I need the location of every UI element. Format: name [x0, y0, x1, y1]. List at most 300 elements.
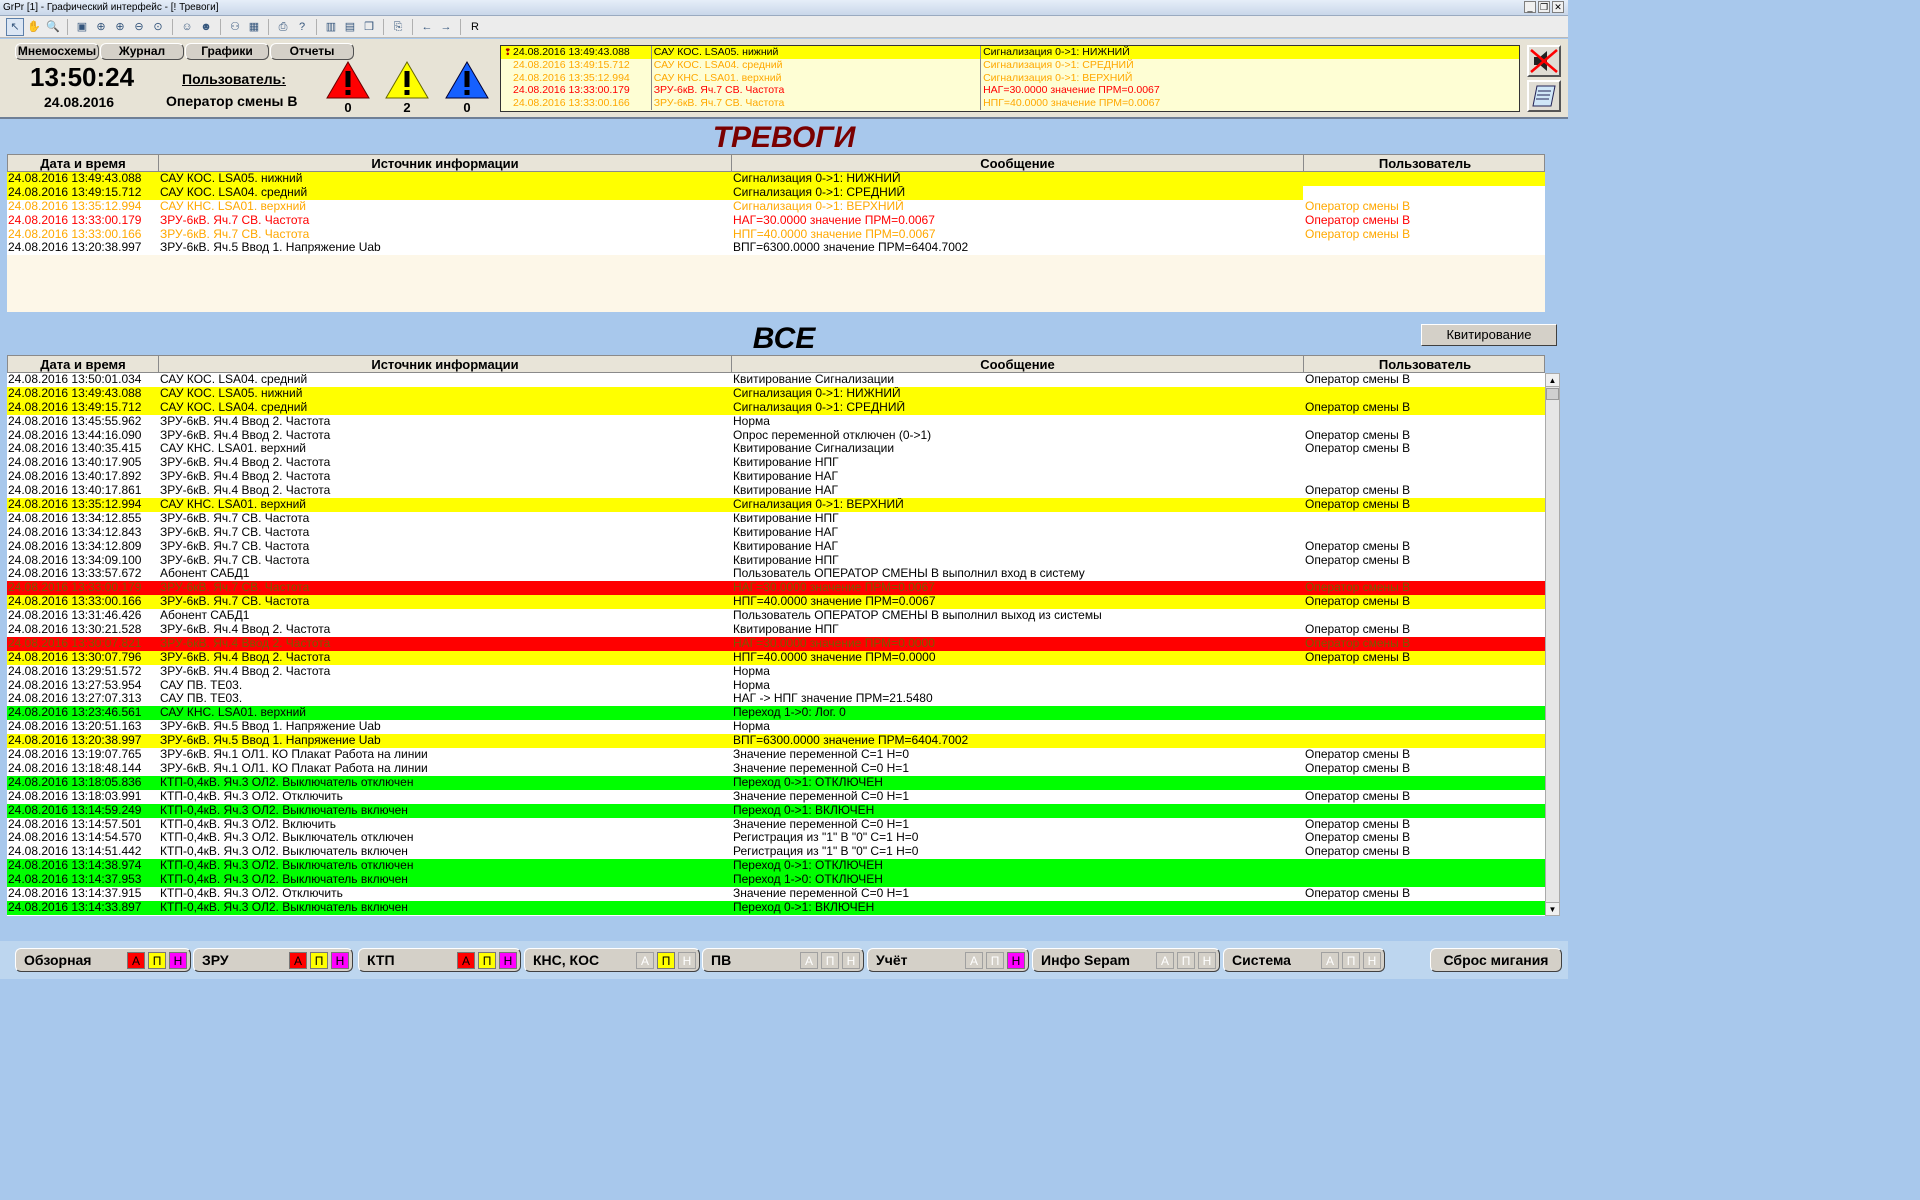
event-row[interactable] [7, 692, 1545, 706]
row-datetime: 24.08.2016 13:44:16.090 [8, 428, 142, 442]
event-row[interactable] [7, 665, 1545, 679]
event-row[interactable] [7, 748, 1545, 762]
alarm-row[interactable] [7, 214, 1545, 228]
row-message: ВПГ=6300.0000 значение ПРМ=6404.7002 [733, 241, 969, 255]
zoom-area-icon[interactable]: ⊙ [153, 20, 163, 33]
column-header-message[interactable]: Сообщение [732, 356, 1304, 372]
blue-alarm-indicator[interactable] [444, 60, 490, 116]
calculator-icon[interactable]: ▦ [248, 20, 260, 33]
mute-sound-button[interactable] [1527, 45, 1561, 77]
row-message: НАГ=30.0000 значение ПРМ=0.0067 [733, 581, 935, 595]
alarms-table [7, 154, 1545, 312]
row-source: САУ КНС. LSA01. верхний [160, 442, 307, 456]
row-user [1303, 387, 1545, 401]
row-message: НПГ=40.0000 значение ПРМ=0.0067 [733, 595, 936, 609]
row-datetime: 24.08.2016 13:33:00.166 [8, 227, 142, 241]
fault-indicator[interactable]: Н [169, 952, 187, 969]
fault-indicator[interactable]: Н [1198, 952, 1216, 969]
row-user [1303, 734, 1545, 748]
event-row[interactable] [7, 415, 1545, 429]
flag-icon: ❢ [504, 47, 512, 57]
help-icon[interactable]: ? [298, 20, 306, 33]
warning-indicator[interactable]: П [148, 952, 166, 969]
row-message: Квитирование НАГ [733, 484, 839, 498]
row-source: КТП-0,4кВ. Яч.3 ОЛ2. Отключить [160, 886, 343, 900]
row-message: Пользователь ОПЕРАТОР СМЕНЫ В выполнил вход в систему [733, 567, 1085, 581]
row-message: НПГ=40.0000 значение ПРМ=0.0000 [733, 650, 936, 664]
mini-alarm-source: ЗРУ-6кВ. Яч.7 СВ. Частота [651, 97, 980, 110]
status-group[interactable] [1032, 948, 1220, 972]
row-source: Абонент САБД1 [160, 567, 250, 581]
row-datetime: 24.08.2016 13:49:15.712 [8, 400, 142, 414]
zoom-in-icon[interactable]: ⊕ [115, 20, 125, 33]
hand-icon[interactable]: ✋ [27, 20, 41, 33]
row-source: КТП-0,4кВ. Яч.3 ОЛ2. Выключатель отключен [160, 775, 414, 789]
event-row[interactable] [7, 442, 1545, 456]
forward-arrow-icon[interactable]: → [440, 20, 452, 33]
row-user: Оператор смены В [1305, 636, 1411, 650]
row-message: Опрос переменной отключен (0->1) [733, 428, 932, 442]
row-message: Сигнализация 0->1: ВЕРХНИЙ [733, 199, 904, 213]
event-row[interactable] [7, 526, 1545, 540]
mini-alarm-row[interactable] [501, 84, 1519, 97]
row-datetime: 24.08.2016 13:23:46.561 [8, 706, 142, 720]
row-source: ЗРУ-6кВ. Яч.4 Ввод 2. Частота [160, 428, 331, 442]
row-datetime: 24.08.2016 13:34:09.100 [8, 553, 142, 567]
all-events-table-body[interactable] [7, 373, 1545, 916]
toolbar-separator [412, 19, 413, 35]
row-message: Переход 1->0: Лог. 0 [733, 706, 846, 720]
event-row[interactable] [7, 498, 1545, 512]
alarm-row[interactable] [7, 228, 1545, 242]
row-message: Квитирование НПГ [733, 511, 839, 525]
event-row[interactable] [7, 804, 1545, 818]
window-title: GrPr [1] - Графический интерфейс - [! Тревоги] [3, 2, 219, 13]
row-message: Квитирование Сигнализации [733, 373, 895, 386]
yellow-warning-icon [384, 60, 430, 100]
mini-alarm-datetime: 24.08.2016 13:49:15.712 [513, 58, 630, 71]
row-source: ЗРУ-6кВ. Яч.7 СВ. Частота [160, 539, 310, 553]
all-events-scrollbar[interactable] [1545, 373, 1560, 916]
row-message: Значение переменной С=0 Н=1 [733, 789, 909, 803]
row-user [1303, 567, 1545, 581]
row-message: Сигнализация 0->1: ВЕРХНИЙ [733, 498, 904, 512]
status-group[interactable] [358, 948, 521, 972]
pointer-icon[interactable]: ↖ [6, 18, 24, 36]
row-message: Значение переменной С=0 Н=1 [733, 761, 909, 775]
row-user: Оператор смены В [1305, 539, 1411, 553]
row-message: Квитирование Сигнализации [733, 442, 895, 456]
toolbar-separator [220, 19, 221, 35]
column-header-message[interactable]: Сообщение [732, 155, 1304, 171]
row-user: Оператор смены В [1305, 817, 1411, 831]
row-user: Оператор смены В [1305, 581, 1411, 595]
row-user: Оператор смены В [1305, 650, 1411, 664]
alarm-row[interactable] [7, 241, 1545, 255]
row-datetime: 24.08.2016 13:49:15.712 [7, 186, 158, 200]
status-bar [0, 941, 1568, 979]
row-user: Оператор смены В [1305, 373, 1411, 386]
event-row[interactable] [7, 734, 1545, 748]
row-source: САУ КОС. LSA04. средний [160, 400, 308, 414]
status-group-name: Система [1232, 952, 1291, 968]
zoom-fit-icon[interactable]: ⊕ [96, 20, 106, 33]
alarm-row[interactable] [7, 200, 1545, 214]
users-icon[interactable]: ☺ [181, 20, 193, 33]
alarm-indicator[interactable]: А [636, 952, 654, 969]
nav-mnemoschemes[interactable]: Мнемосхемы [15, 43, 99, 60]
warning-indicator[interactable]: П [1177, 952, 1195, 969]
row-source: КТП-0,4кВ. Яч.3 ОЛ2. Выключатель включен [160, 845, 408, 859]
row-source: ЗРУ-6кВ. Яч.7 СВ. Частота [160, 227, 310, 241]
all-events-table [7, 355, 1545, 916]
row-source: ЗРУ-6кВ. Яч.4 Ввод 2. Частота [160, 623, 331, 637]
row-user: Оператор смены В [1305, 789, 1411, 803]
row-source: КТП-0,4кВ. Яч.3 ОЛ2. Выключатель отключен [160, 859, 414, 873]
layout-vertical-icon[interactable]: ▥ [325, 20, 337, 33]
row-message: Регистрация из "1" В "0" С=1 Н=0 [733, 831, 919, 845]
row-user: Оператор смены В [1305, 484, 1411, 498]
row-datetime: 24.08.2016 13:33:57.672 [8, 567, 142, 581]
row-message: Сигнализация 0->1: НИЖНИЙ [733, 386, 901, 400]
row-message: Переход 0->1: ОТКЛЮЧЕН [733, 859, 883, 873]
row-message: Переход 0->1: ВКЛЮЧЕН [733, 803, 875, 817]
event-row[interactable] [7, 554, 1545, 568]
row-datetime: 24.08.2016 13:33:00.179 [8, 581, 142, 595]
fault-indicator[interactable]: Н [499, 952, 517, 969]
all-events-table-header [7, 355, 1545, 373]
fault-indicator[interactable]: Н [842, 952, 860, 969]
event-row[interactable] [7, 818, 1545, 832]
fault-indicator[interactable]: Н [1363, 952, 1381, 969]
row-message: НАГ=30.0000 значение ПРМ=0.0067 [733, 213, 935, 227]
row-user: Оператор смены В [1305, 623, 1411, 637]
fault-indicator[interactable]: Н [1007, 952, 1025, 969]
row-source: Абонент САБД1 [160, 609, 250, 623]
row-user: Оператор смены В [1305, 400, 1411, 414]
event-row[interactable] [7, 720, 1545, 734]
user-name: Оператор смены В [166, 93, 298, 109]
row-datetime: 24.08.2016 13:18:48.144 [8, 761, 142, 775]
row-datetime: 24.08.2016 13:27:07.313 [8, 692, 142, 706]
row-datetime: 24.08.2016 13:14:54.570 [8, 831, 142, 845]
row-user: Оператор смены В [1305, 553, 1411, 567]
row-source: ЗРУ-6кВ. Яч.7 СВ. Частота [160, 525, 310, 539]
row-source: САУ КОС. LSA05. нижний [160, 172, 303, 185]
mini-alarm-datetime: 24.08.2016 13:35:12.994 [513, 71, 630, 84]
event-row[interactable] [7, 373, 1545, 387]
row-user [1303, 512, 1545, 526]
mini-alarm-message: НАГ=30.0000 значение ПРМ=0.0067 [980, 84, 1519, 97]
row-user: Оператор смены В [1305, 748, 1411, 762]
event-row[interactable] [7, 567, 1545, 581]
event-row[interactable] [7, 873, 1545, 887]
row-user [1303, 241, 1545, 255]
mini-alarm-message: Сигнализация 0->1: ВЕРХНИЙ [980, 72, 1519, 85]
status-group[interactable] [524, 948, 700, 972]
row-message: Переход 0->1: ОТКЛЮЧЕН [733, 775, 883, 789]
mini-alarm-source: ЗРУ-6кВ. Яч.7 СВ. Частота [651, 84, 980, 97]
row-user: Оператор смены В [1305, 428, 1411, 442]
status-group[interactable] [15, 948, 191, 972]
event-row[interactable] [7, 429, 1545, 443]
toolbar-separator [172, 19, 173, 35]
mini-alarm-row[interactable] [501, 97, 1519, 110]
row-message: Регистрация из "1" В "0" С=1 Н=0 [733, 845, 919, 859]
event-row[interactable] [7, 790, 1545, 804]
row-datetime: 24.08.2016 13:18:03.991 [8, 789, 142, 803]
column-header-datetime[interactable]: Дата и время [8, 155, 159, 171]
status-group[interactable] [193, 948, 353, 972]
column-header-user[interactable]: Пользователь [1378, 357, 1472, 372]
row-user [1303, 665, 1545, 679]
notepad-button[interactable] [1527, 80, 1561, 112]
row-datetime: 24.08.2016 13:30:21.528 [8, 623, 142, 637]
toolbar [0, 16, 1568, 38]
status-group-name: ПВ [711, 952, 732, 968]
alarm-indicator[interactable]: А [965, 952, 983, 969]
event-row[interactable] [7, 387, 1545, 401]
minimize-icon[interactable]: _ [1524, 1, 1536, 13]
row-datetime: 24.08.2016 13:30:07.796 [8, 650, 142, 664]
row-datetime: 24.08.2016 13:20:51.163 [8, 720, 142, 734]
event-row[interactable] [7, 831, 1545, 845]
event-row[interactable] [7, 637, 1545, 651]
blue-warning-icon [444, 60, 490, 100]
mini-alarm-list[interactable] [500, 45, 1520, 112]
clock-date: 24.08.2016 [44, 94, 115, 110]
acknowledge-button[interactable]: Квитирование [1421, 324, 1557, 346]
event-row[interactable] [7, 470, 1545, 484]
column-header-source[interactable]: Источник информации [159, 356, 732, 372]
scroll-thumb[interactable] [1546, 388, 1559, 400]
speaker-muted-icon [1529, 47, 1559, 75]
event-row[interactable] [7, 887, 1545, 901]
row-source: КТП-0,4кВ. Яч.3 ОЛ2. Включить [160, 817, 337, 831]
all-events-title: ВСЕ [752, 322, 816, 355]
row-user [1303, 526, 1545, 540]
row-source: ЗРУ-6кВ. Яч.4 Ввод 2. Частота [160, 470, 331, 484]
row-user [1303, 172, 1545, 186]
row-message: Квитирование НПГ [733, 456, 839, 470]
row-message: НПГ=40.0000 значение ПРМ=0.0067 [733, 227, 936, 241]
row-datetime: 24.08.2016 13:40:17.905 [8, 456, 142, 470]
user-icon[interactable]: ☻ [200, 20, 212, 33]
row-user: Оператор смены В [1305, 595, 1411, 609]
row-source: САУ КНС. LSA01. верхний [160, 706, 307, 720]
row-source: ЗРУ-6кВ. Яч.1 ОЛ1. КО Плакат Работа на линии [160, 761, 428, 775]
event-row[interactable] [7, 581, 1545, 595]
event-row[interactable] [7, 845, 1545, 859]
fault-indicator[interactable]: Н [331, 952, 349, 969]
mini-alarm-row[interactable] [501, 59, 1519, 72]
fault-indicator[interactable]: Н [678, 952, 696, 969]
event-row[interactable] [7, 595, 1545, 609]
row-user: Оператор смены В [1305, 761, 1411, 775]
warning-indicator[interactable]: П [1342, 952, 1360, 969]
event-row[interactable] [7, 901, 1545, 915]
row-user [1303, 679, 1545, 693]
status-group[interactable] [867, 948, 1029, 972]
row-user: Оператор смены В [1305, 498, 1411, 512]
status-group[interactable] [702, 948, 864, 972]
alarms-title: ТРЕВОГИ [712, 121, 856, 154]
warning-indicator[interactable]: П [986, 952, 1004, 969]
row-user: Оператор смены В [1305, 227, 1411, 241]
event-row[interactable] [7, 706, 1545, 720]
alarm-row[interactable] [7, 172, 1545, 186]
alarm-indicator[interactable]: А [800, 952, 818, 969]
row-source: САУ ПВ. ТЕ03. [160, 692, 243, 706]
print-icon[interactable]: ⎙ [278, 20, 288, 33]
row-datetime: 24.08.2016 13:34:12.843 [8, 525, 142, 539]
alarms-table-body[interactable] [7, 172, 1545, 312]
row-datetime: 24.08.2016 13:29:51.572 [8, 664, 142, 678]
row-datetime: 24.08.2016 13:18:05.836 [8, 775, 142, 789]
mini-alarm-datetime: 24.08.2016 13:33:00.166 [513, 97, 630, 110]
event-row[interactable] [7, 456, 1545, 470]
nav-journal[interactable]: Журнал [100, 43, 184, 60]
notepad-icon [1529, 82, 1559, 110]
binoculars-icon[interactable]: ⚇ [230, 20, 240, 33]
magnifier-icon[interactable]: 🔍 [46, 20, 60, 33]
row-source: САУ КОС. LSA04. средний [158, 186, 731, 200]
row-user [1303, 873, 1545, 887]
back-arrow-icon[interactable]: ← [421, 20, 433, 33]
event-row[interactable] [7, 679, 1545, 693]
zoom-1-1-icon[interactable]: ▣ [76, 20, 88, 33]
row-source: ЗРУ-6кВ. Яч.5 Ввод 1. Напряжение Uab [160, 720, 381, 734]
row-message: Норма [733, 414, 770, 428]
toolbar-separator [460, 19, 461, 35]
row-user [1303, 609, 1545, 623]
row-source: ЗРУ-6кВ. Яч.4 Ввод 2. Частота [160, 484, 331, 498]
nav-reports[interactable]: Отчеты [270, 43, 354, 60]
row-source: КТП-0,4кВ. Яч.3 ОЛ2. Отключить [160, 789, 343, 803]
restore-icon[interactable]: ❐ [1539, 2, 1549, 12]
window-controls [1524, 1, 1564, 13]
event-row[interactable] [7, 623, 1545, 637]
status-group-name: Учёт [876, 952, 908, 968]
row-message: Квитирование НАГ [733, 539, 839, 553]
mini-alarm-row[interactable] [501, 46, 1519, 59]
row-message: Норма [733, 664, 770, 678]
status-group-name: КНС, КОС [533, 952, 600, 968]
row-datetime: 24.08.2016 13:14:37.915 [8, 886, 142, 900]
event-row[interactable] [7, 762, 1545, 776]
row-message: Квитирование НПГ [733, 553, 839, 567]
row-source: ЗРУ-6кВ. Яч.7 СВ. Частота [160, 553, 310, 567]
row-datetime: 24.08.2016 13:49:43.088 [8, 172, 142, 185]
close-icon[interactable]: ✕ [1552, 1, 1564, 13]
red-alarm-count: 0 [344, 100, 352, 115]
alarm-indicator[interactable]: А [457, 952, 475, 969]
row-datetime: 24.08.2016 13:40:17.861 [8, 484, 142, 498]
alarm-indicator[interactable]: А [1321, 952, 1339, 969]
row-datetime: 24.08.2016 13:40:17.892 [8, 470, 142, 484]
layout-cascade-icon[interactable]: ❒ [364, 20, 374, 33]
warning-indicator[interactable]: П [657, 952, 675, 969]
column-header-source[interactable]: Источник информации [159, 155, 732, 171]
event-row[interactable] [7, 540, 1545, 554]
row-user [1303, 706, 1545, 720]
nav-graphs[interactable]: Графики [185, 43, 269, 60]
alarm-indicator[interactable]: А [1156, 952, 1174, 969]
event-row[interactable] [7, 776, 1545, 790]
column-header-datetime[interactable]: Дата и время [8, 356, 159, 372]
row-source: ЗРУ-6кВ. Яч.7 СВ. Частота [160, 595, 310, 609]
mini-alarm-source: САУ КНС. LSA01. верхний [651, 72, 980, 85]
row-user: Оператор смены В [1305, 213, 1411, 227]
event-row[interactable] [7, 512, 1545, 526]
warning-indicator[interactable]: П [821, 952, 839, 969]
row-message: Пользователь ОПЕРАТОР СМЕНЫ В выполнил выход из системы [733, 609, 1102, 623]
row-message: Переход 1->0: ОТКЛЮЧЕН [733, 873, 883, 887]
row-message: Квитирование НАГ [733, 470, 839, 484]
scroll-down-icon[interactable]: ▼ [1546, 902, 1559, 915]
alarm-row[interactable] [7, 186, 1545, 200]
alarm-indicator[interactable]: А [127, 952, 145, 969]
row-user [1303, 804, 1545, 818]
toolbar-separator [268, 19, 269, 35]
row-datetime: 24.08.2016 13:20:38.997 [8, 241, 142, 255]
row-message: Значение переменной С=0 Н=1 [733, 817, 909, 831]
row-source: ЗРУ-6кВ. Яч.5 Ввод 1. Напряжение Uab [160, 734, 381, 748]
network-icon[interactable]: ⎘ [393, 20, 403, 33]
red-alarm-indicator[interactable] [325, 60, 371, 116]
mini-alarm-row[interactable] [501, 72, 1519, 85]
alarm-indicator[interactable]: А [289, 952, 307, 969]
row-message: НАГ=30.0000 значение ПРМ=0.0000 [733, 636, 935, 650]
event-row[interactable] [7, 484, 1545, 498]
event-row[interactable] [7, 859, 1545, 873]
row-datetime: 24.08.2016 13:14:59.249 [8, 803, 142, 817]
row-source: КТП-0,4кВ. Яч.3 ОЛ2. Выключатель включен [160, 900, 408, 914]
status-group[interactable] [1223, 948, 1385, 972]
warning-indicator[interactable]: П [310, 952, 328, 969]
red-warning-icon [325, 60, 371, 100]
row-source: ЗРУ-6кВ. Яч.4 Ввод 2. Частота [160, 664, 331, 678]
zoom-out-icon[interactable]: ⊖ [134, 20, 144, 33]
user-label: Пользователь: [182, 71, 286, 87]
column-header-user[interactable]: Пользователь [1378, 156, 1472, 171]
layout-horizontal-icon[interactable]: ▤ [344, 20, 356, 33]
status-group-name: ЗРУ [202, 952, 229, 968]
row-datetime: 24.08.2016 13:33:00.166 [8, 595, 142, 609]
warning-indicator[interactable]: П [478, 952, 496, 969]
yellow-alarm-indicator[interactable] [384, 60, 430, 116]
row-datetime: 24.08.2016 13:14:38.974 [8, 859, 142, 873]
event-row[interactable] [7, 651, 1545, 665]
row-message: Сигнализация 0->1: СРЕДНИЙ [731, 186, 1303, 200]
scroll-up-icon[interactable]: ▲ [1546, 374, 1559, 387]
row-source: САУ ПВ. ТЕ03. [160, 678, 243, 692]
reset-blinking-button[interactable]: Сброс мигания [1430, 948, 1562, 972]
row-source: ЗРУ-6кВ. Яч.7 СВ. Частота [160, 581, 310, 595]
row-source: САУ КОС. LSA05. нижний [160, 386, 303, 400]
event-row[interactable] [7, 609, 1545, 623]
row-user [1303, 186, 1545, 200]
blue-alarm-count: 0 [463, 100, 471, 115]
row-datetime: 24.08.2016 13:14:37.953 [8, 873, 142, 887]
event-row[interactable] [7, 401, 1545, 415]
reset-button[interactable]: R [471, 20, 479, 33]
row-datetime: 24.08.2016 13:34:12.855 [8, 511, 142, 525]
row-user: Оператор смены В [1305, 831, 1411, 845]
row-source: ЗРУ-6кВ. Яч.5 Ввод 1. Напряжение Uab [160, 241, 381, 255]
mini-alarm-source: САУ КОС. LSA04. средний [651, 59, 980, 72]
row-source: ЗРУ-6кВ. Яч.1 ОЛ1. КО Плакат Работа на линии [160, 748, 428, 762]
